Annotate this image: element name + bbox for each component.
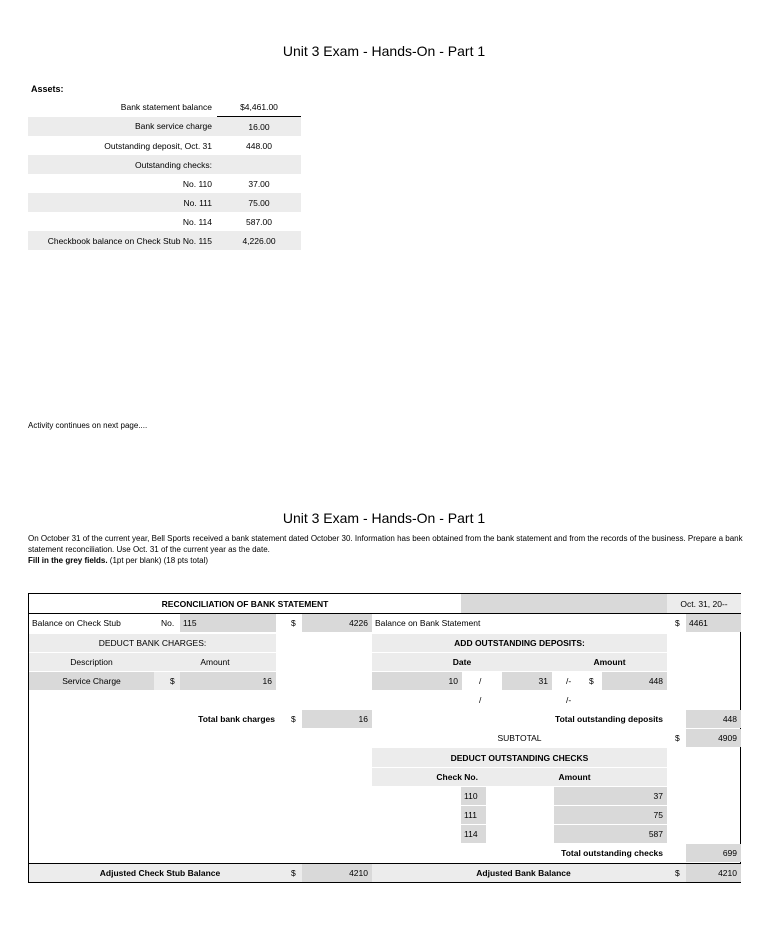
year-suffix: /- [566,695,572,705]
table-row: No. 110 37.00 [182,178,270,189]
check-no-label: Check No. [372,768,482,786]
amount-label: Amount [154,653,276,671]
table-row: No. 114 587.00 [182,216,272,227]
total-deposits-label: Total outstanding deposits [555,714,663,724]
deposit-amount-field[interactable]: 448 [602,672,667,690]
dollar-sign: $ [291,864,302,882]
check-amount-field[interactable]: 587 [554,825,667,843]
table-row: Outstanding checks: [28,155,301,174]
check-number-field[interactable]: 111 [461,806,486,824]
no-label: No. [161,618,175,628]
date-slash: / [479,676,482,686]
deduct-bank-charges-header: DEDUCT BANK CHARGES: [29,634,276,652]
balance-on-bank-label: Balance on Bank Statement [375,618,481,628]
dollar-sign: $ [291,618,296,628]
table-row: Bank service charge 16.00 [28,117,301,137]
date-slash: / [479,695,482,705]
deduct-checks-header: DEDUCT OUTSTANDING CHECKS [372,748,667,767]
subtotal-field[interactable]: 4909 [686,729,741,747]
table-row: Outstanding deposit, Oct. 31 448.00 [104,140,272,151]
description-label: Description [29,653,154,671]
total-bank-charges-field[interactable]: 16 [302,710,372,728]
check-amount-field[interactable]: 75 [554,806,667,824]
stub-number-field[interactable]: 115 [180,614,276,632]
adjusted-bank-label: Adjusted Bank Balance [372,864,675,882]
check-number-field[interactable]: 110 [461,787,486,805]
check-amount-label: Amount [482,768,667,786]
deposit-day-field[interactable]: 31 [502,672,552,690]
date-label: Date [372,653,552,671]
check-number-field[interactable]: 114 [461,825,486,843]
year-suffix: /- [566,676,572,686]
total-checks-field[interactable]: 699 [686,844,741,862]
dollar-sign: $ [154,672,180,690]
table-row: No. 111 75.00 [28,193,301,212]
subtotal-label: SUBTOTAL [497,733,542,743]
stub-balance-field[interactable]: 4226 [302,614,372,632]
table-row: Bank statement balance $4,461.00 [28,97,301,117]
deposit-amount-label: Amount [552,653,667,671]
total-bank-charges-label: Total bank charges [198,714,275,724]
adjusted-bank-field[interactable]: 4210 [686,864,741,882]
dollar-sign: $ [675,733,680,743]
continues-note: Activity continues on next page.... [28,421,148,430]
table-row: Checkbook balance on Check Stub No. 115 4,226.00 [28,231,301,250]
instructions: On October 31 of the current year, Bell Sports received a bank statement dated October 30. Information has been obtained from the bank statement and from the records of the business. Prepare a bank statement reconciliation. Use Oct. 31 of the current year as the date. Fill in the grey fields. (1pt per blank) (18 pts total) [28,534,743,565]
assets-label: Assets: [31,84,64,94]
header-grey [461,594,667,613]
check-amount-field[interactable]: 37 [554,787,667,805]
dollar-sign: $ [675,618,680,628]
recon-header: RECONCILIATION OF BANK STATEMENT [161,598,329,609]
add-deposits-header: ADD OUTSTANDING DEPOSITS: [372,634,667,652]
dollar-sign: $ [291,714,296,724]
total-deposits-field[interactable]: 448 [686,710,741,728]
total-checks-label: Total outstanding checks [561,848,663,858]
bank-balance-field[interactable]: 4461 [686,614,741,632]
charge-description-field[interactable]: Service Charge [29,672,154,690]
reconciliation-form [28,593,741,883]
recon-date: Oct. 31, 20-- [667,594,741,613]
assets-table [28,97,301,250]
dollar-sign: $ [589,676,594,686]
page-title: Unit 3 Exam - Hands-On - Part 1 [282,43,486,59]
charge-amount-field[interactable]: 16 [180,672,276,690]
deposit-month-field[interactable]: 10 [372,672,462,690]
adjusted-stub-field[interactable]: 4210 [302,864,372,882]
section-title: Unit 3 Exam - Hands-On - Part 1 [282,510,486,526]
balance-on-stub-label: Balance on Check Stub [32,618,121,628]
dollar-sign: $ [675,864,686,882]
adjusted-stub-label: Adjusted Check Stub Balance [29,864,291,882]
